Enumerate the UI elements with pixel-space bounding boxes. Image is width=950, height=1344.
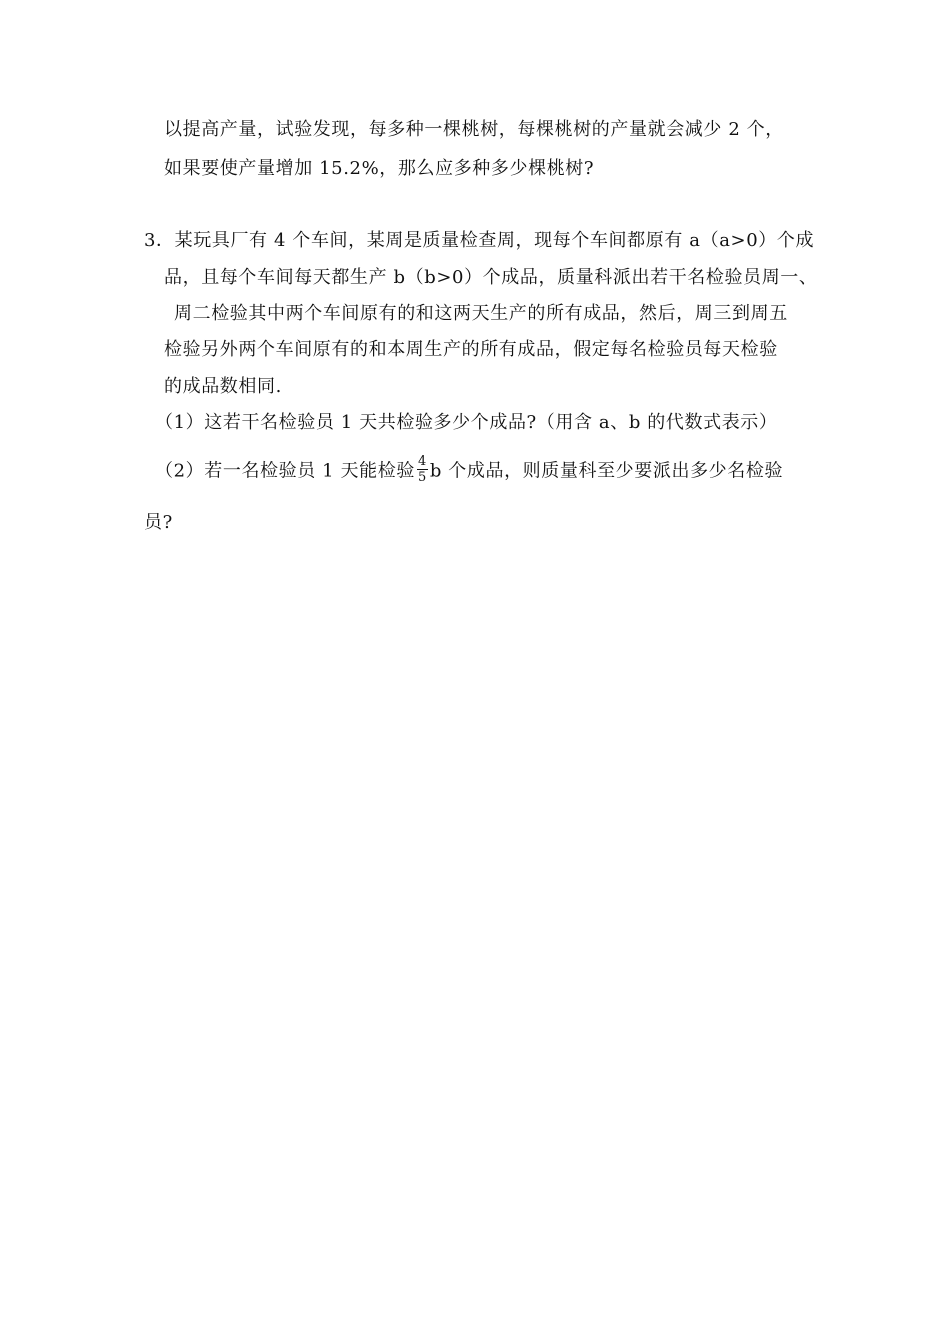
problem-3-text-line-1: 3．某玩具厂有 4 个车间，某周是质量检查周，现每个车间都原有 a（a>0）个成 — [144, 230, 815, 251]
problem-2-text-line-1: 以提高产量，试验发现，每多种一棵桃树，每棵桃树的产量就会减少 2 个， — [164, 119, 784, 140]
fraction-denominator: 5 — [417, 470, 427, 485]
problem-3-text-line-2: 品，且每个车间每天都生产 b（b>0）个成品，质量科派出若干名检验员周一、 — [164, 267, 818, 288]
problem-2-text-line-2: 如果要使产量增加 15.2%，那么应多种多少棵桃树? — [164, 158, 595, 179]
question-2-prefix: （2）若一名检验员 1 天能检验 — [155, 460, 415, 482]
problem-3-question-1: （1）这若干名检验员 1 天共检验多少个成品?（用含 a、b 的代数式表示） — [155, 412, 778, 433]
fraction-four-fifths — [417, 454, 428, 485]
problem-3-question-2 — [155, 456, 783, 487]
problem-3-text-line-4: 检验另外两个车间原有的和本周生产的所有成品，假定每名检验员每天检验 — [164, 339, 778, 360]
problem-3-text-line-5: 的成品数相同. — [164, 376, 282, 397]
problem-3-text-line-3: 周二检验其中两个车间原有的和这两天生产的所有成品，然后，周三到周五 — [174, 303, 788, 324]
problem-3-question-2-continuation: 员? — [144, 512, 173, 533]
fraction-numerator: 4 — [417, 454, 427, 469]
question-2-suffix: b 个成品，则质量科至少要派出多少名检验 — [429, 460, 784, 482]
